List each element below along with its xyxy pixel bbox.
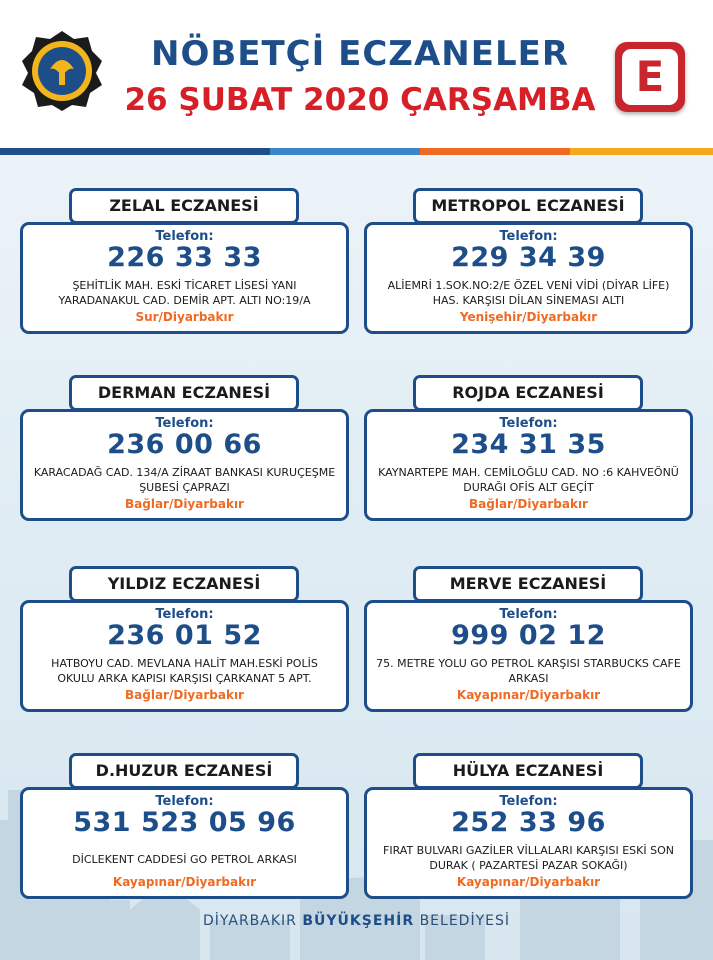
pharmacy-info-box — [364, 222, 693, 334]
page-title: NÖBETÇİ ECZANELER — [150, 34, 570, 74]
phone-number: 236 01 52 — [107, 620, 262, 651]
address: 75. METRE YOLU GO PETROL KARŞISI STARBUCKS CAFE ARKASI — [376, 657, 681, 685]
pharmacy-info-box — [20, 409, 349, 521]
diyarbakir-emblem-icon — [20, 29, 104, 113]
district: Bağlar/Diyarbakır — [125, 688, 244, 702]
pharmacy-info-box — [20, 600, 349, 712]
phone-number: 226 33 33 — [107, 242, 262, 273]
pharmacy-info-box — [364, 409, 693, 521]
phone-number: 252 33 96 — [451, 807, 606, 838]
district: Kayapınar/Diyarbakır — [456, 688, 601, 702]
phone-label: Telefon: — [499, 607, 558, 622]
footer-city: DİYARBAKIR — [203, 913, 297, 929]
district: Sur/Diyarbakır — [135, 310, 234, 324]
e-logo-letter: E — [635, 52, 665, 101]
header-stripe — [0, 148, 270, 155]
district: Kayapınar/Diyarbakır — [456, 875, 601, 889]
pharmacy-info-box — [20, 222, 349, 334]
district: Bağlar/Diyarbakır — [125, 497, 244, 511]
phone-label: Telefon: — [155, 607, 214, 622]
phone-number: 531 523 05 96 — [73, 807, 296, 838]
pharmacy-info-box — [20, 787, 349, 899]
footer-metropolitan: BÜYÜKŞEHİR — [302, 913, 415, 929]
address: DİCLEKENT CADDESİ GO PETROL ARKASI — [72, 853, 297, 866]
phone-number: 236 00 66 — [107, 429, 262, 460]
pharmacy-name: METROPOL ECZANESİ — [413, 188, 643, 224]
footer-municipality-word: BELEDİYESİ — [419, 913, 510, 929]
header-stripe — [570, 148, 713, 155]
address: FIRAT BULVARI GAZİLER VİLLALARI KARŞISI ESKİ SON DURAK ( PAZARTESİ PAZAR SOKAĞI) — [383, 844, 674, 872]
pharmacy-name: ZELAL ECZANESİ — [69, 188, 299, 224]
pharmacy-info-box — [364, 600, 693, 712]
address: KARACADAĞ CAD. 134/A ZİRAAT BANKASI KURUÇEŞME ŞUBESİ ÇAPRAZI — [33, 466, 336, 494]
pharmacy-info-box — [364, 787, 693, 899]
phone-label: Telefon: — [155, 416, 214, 431]
pharmacy-name: YILDIZ ECZANESİ — [69, 566, 299, 602]
address: KAYNARTEPE MAH. CEMİLOĞLU CAD. NO :6 KAHVEÖNÜ DURAĞI OFİS ALT GEÇİT — [378, 466, 679, 494]
footer-municipality — [0, 913, 713, 929]
pharmacy-name: DERMAN ECZANESİ — [69, 375, 299, 411]
address: ALİEMRİ 1.SOK.NO:2/E ÖZEL VENİ VİDİ (DİYAR LİFE) HAS. KARŞISI DİLAN SİNEMASI ALTI — [387, 279, 670, 307]
header — [0, 0, 713, 148]
phone-label: Telefon: — [155, 794, 214, 809]
district: Kayapınar/Diyarbakır — [112, 875, 257, 889]
phone-label: Telefon: — [155, 229, 214, 244]
phone-label: Telefon: — [499, 229, 558, 244]
phone-number: 229 34 39 — [451, 242, 606, 273]
pharmacy-name: D.HUZUR ECZANESİ — [69, 753, 299, 789]
address: ŞEHİTLİK MAH. ESKİ TİCARET LİSESİ YANI YARADANAKUL CAD. DEMİR APT. ALTI NO:19/A — [58, 279, 311, 307]
pharmacy-e-logo — [615, 42, 685, 112]
header-stripe — [420, 148, 570, 155]
phone-number: 234 31 35 — [451, 429, 606, 460]
pharmacy-name: HÜLYA ECZANESİ — [413, 753, 643, 789]
district: Bağlar/Diyarbakır — [469, 497, 588, 511]
district: Yenişehir/Diyarbakır — [459, 310, 598, 324]
page-date: 26 ŞUBAT 2020 ÇARŞAMBA — [124, 82, 596, 118]
header-stripe — [270, 148, 420, 155]
pharmacy-name: MERVE ECZANESİ — [413, 566, 643, 602]
phone-number: 999 02 12 — [451, 620, 606, 651]
pharmacy-name: ROJDA ECZANESİ — [413, 375, 643, 411]
phone-label: Telefon: — [499, 416, 558, 431]
phone-label: Telefon: — [499, 794, 558, 809]
address: HATBOYU CAD. MEVLANA HALİT MAH.ESKİ POLİS OKULU ARKA KAPISI KARŞISI ÇARKANAT 5 APT. — [51, 657, 318, 685]
